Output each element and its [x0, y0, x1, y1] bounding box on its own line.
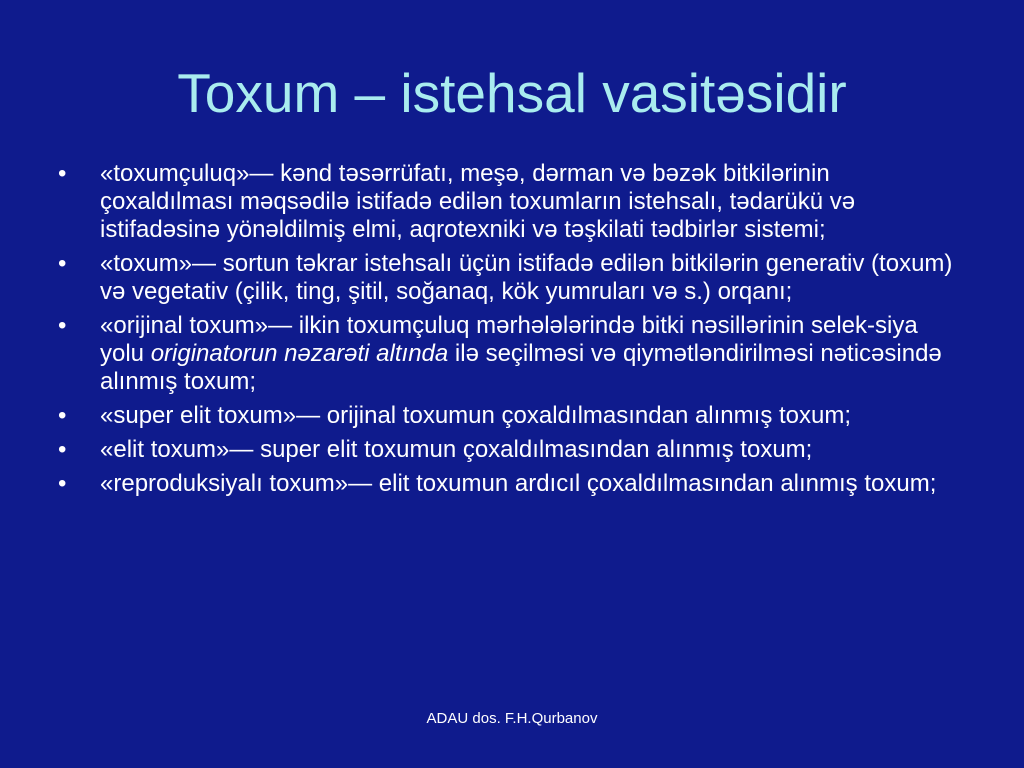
bullet-marker: •	[58, 436, 67, 463]
bullet-marker: •	[58, 402, 67, 429]
slide-footer: ADAU dos. F.H.Qurbanov	[426, 710, 598, 727]
bullet-text: «elit toxum»— super elit toxumun çoxaldılmasından alınmış toxum;	[100, 436, 813, 463]
bullet-item-toxum	[58, 250, 968, 306]
bullet-text: «toxum»— sortun təkrar istehsalı üçün istifadə edilən bitkilərin generativ (toxum) və vegetativ (çilik, ting, şitil, soğanaq, kök yumruları və s.) orqanı;	[100, 250, 953, 305]
bullet-text: «reproduksiyalı toxum»— elit toxumun ardıcıl çoxaldılmasından alınmış toxum;	[100, 470, 937, 497]
bullet-item-super-elit-toxum	[58, 402, 968, 430]
bullet-text: «super elit toxum»— orijinal toxumun çoxaldılmasından alınmış toxum;	[100, 402, 852, 429]
slide-title: Toxum – istehsal vasitəsidir	[177, 62, 847, 124]
bullet-marker: •	[58, 160, 67, 187]
bullet-text-end: ilə seçilməsi və qiymətləndirilməsi nəticəsində alınmış toxum;	[100, 340, 942, 395]
bullet-text-start: «orijinal toxum»— ilkin toxumçuluq mərhələlərində bitki nəsillərinin selek-siya yolu	[100, 312, 918, 367]
bullet-marker: •	[58, 470, 67, 497]
bullet-marker: •	[58, 312, 67, 339]
bullet-text	[100, 312, 942, 395]
bullet-item-toxumculuq	[58, 160, 968, 244]
bullet-item-reproduksiyali-toxum	[58, 470, 968, 498]
bullet-text-italic: originatorun nəzarəti altında	[150, 340, 449, 367]
bullet-text: «toxumçuluq»— kənd təsərrüfatı, meşə, dərman və bəzək bitkilərinin çoxaldılması məqsədilə istifadə edilən toxumların istehsalı, tədarükü və istifadəsinə yönəldilmiş elmi, aqrotexniki və təşkilati tədbirlər sistemi;	[100, 160, 856, 243]
bullet-list	[58, 160, 968, 504]
bullet-item-elit-toxum	[58, 436, 968, 464]
bullet-item-orijinal-toxum	[58, 312, 968, 396]
bullet-marker: •	[58, 250, 67, 277]
